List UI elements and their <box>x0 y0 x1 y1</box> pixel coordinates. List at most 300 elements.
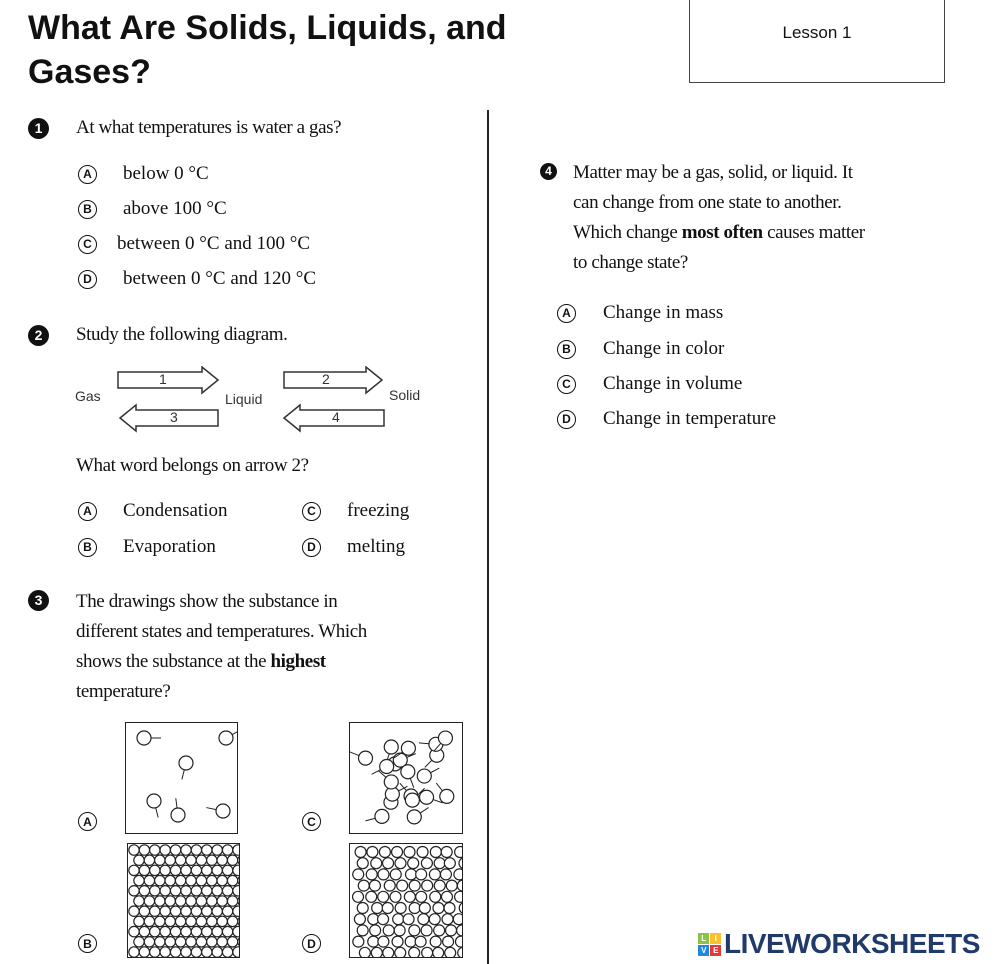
particle <box>405 793 419 807</box>
particle <box>186 855 196 865</box>
particle <box>150 886 160 896</box>
particle <box>165 916 175 926</box>
particle <box>137 731 151 745</box>
q3-option-a[interactable]: A <box>78 812 97 831</box>
particle <box>383 925 394 936</box>
particle <box>217 896 227 906</box>
option-letter: C <box>302 502 321 521</box>
motion-arrow <box>232 730 238 735</box>
particle <box>134 855 144 865</box>
particle <box>434 925 445 936</box>
particle <box>186 896 196 906</box>
particle <box>418 914 429 925</box>
particle <box>202 947 212 957</box>
motion-arrow <box>410 778 414 787</box>
particle <box>444 858 455 869</box>
option-letter: A <box>78 502 97 521</box>
particle <box>420 790 434 804</box>
particle <box>392 936 403 947</box>
particle <box>170 947 180 957</box>
option-letter: A <box>557 304 576 323</box>
particle <box>191 947 201 957</box>
particle <box>395 947 406 958</box>
option-text: Change in mass <box>603 302 724 323</box>
particle <box>191 845 201 855</box>
particle <box>419 903 430 914</box>
particle <box>170 886 180 896</box>
particle <box>366 891 377 902</box>
particle <box>233 865 240 875</box>
particle <box>179 756 193 770</box>
state-change-diagram <box>70 366 440 436</box>
logo-tile: L <box>698 933 709 944</box>
motion-arrow <box>182 770 184 780</box>
arrow-label-3: 3 <box>170 409 178 425</box>
option-text: freezing <box>347 500 410 521</box>
particle <box>227 937 237 947</box>
particle <box>368 936 379 947</box>
particle <box>165 855 175 865</box>
arrow-label-2: 2 <box>322 371 330 387</box>
particle <box>191 926 201 936</box>
particle <box>233 845 240 855</box>
particle <box>147 794 161 808</box>
particle <box>160 865 170 875</box>
particle <box>202 886 212 896</box>
q1-option-d[interactable] <box>78 267 316 291</box>
particle <box>434 880 445 891</box>
particle <box>446 880 457 891</box>
particle <box>409 903 420 914</box>
particle <box>238 916 240 926</box>
particle <box>216 804 230 818</box>
particle <box>222 906 232 916</box>
particle <box>134 896 144 906</box>
particle <box>129 906 139 916</box>
q3-option-d[interactable]: D <box>302 934 321 953</box>
particle <box>416 891 427 902</box>
particle <box>421 858 432 869</box>
particle <box>238 937 240 947</box>
label-gas: Gas <box>75 388 101 404</box>
option-text: above 100 °C <box>123 198 227 219</box>
particle <box>443 936 454 947</box>
arrow-3 <box>120 405 218 431</box>
particle <box>186 916 196 926</box>
particle <box>207 875 217 885</box>
option-text: below 0 °C <box>123 163 209 184</box>
motion-arrow <box>372 770 381 775</box>
particle <box>217 855 227 865</box>
page-title: What Are Solids, Liquids, and Gases? <box>28 9 507 91</box>
logo-tile: I <box>710 933 721 944</box>
particle <box>222 865 232 875</box>
option-text: between 0 °C and 120 °C <box>123 268 317 289</box>
option-letter: D <box>557 410 576 429</box>
particle <box>150 865 160 875</box>
particle <box>139 845 149 855</box>
particle <box>212 845 222 855</box>
motion-arrow <box>206 808 216 810</box>
particle <box>383 947 394 958</box>
drawing-a-gas[interactable] <box>125 722 238 834</box>
option-text: Evaporation <box>123 536 216 557</box>
particle <box>233 886 240 896</box>
particle <box>144 896 154 906</box>
particle <box>222 926 232 936</box>
particle <box>417 769 431 783</box>
q3-option-c[interactable]: C <box>302 812 321 831</box>
particle <box>379 847 390 858</box>
logo-tile: E <box>710 945 721 956</box>
particle <box>383 858 394 869</box>
particle <box>358 880 369 891</box>
motion-arrow <box>430 768 439 773</box>
motion-arrow <box>425 760 432 767</box>
particle <box>233 926 240 936</box>
particle <box>455 936 463 947</box>
drawing-d-liquid[interactable] <box>349 843 463 958</box>
particle <box>353 936 364 947</box>
particle <box>378 936 389 947</box>
particle <box>139 886 149 896</box>
question-number-1: 1 <box>28 118 49 139</box>
particle <box>355 847 366 858</box>
particle <box>144 855 154 865</box>
particle <box>421 925 432 936</box>
particle <box>445 947 456 958</box>
particle <box>139 947 149 957</box>
question-2-prompt: What word belongs on arrow 2? <box>76 455 309 476</box>
particle <box>181 865 191 875</box>
option-text: melting <box>347 536 406 557</box>
particle <box>181 947 191 957</box>
particle <box>155 937 165 947</box>
particle <box>227 896 237 906</box>
drawing-b-solid[interactable] <box>127 843 240 958</box>
motion-arrow <box>366 818 376 821</box>
motion-arrow <box>420 808 428 813</box>
particle <box>384 880 395 891</box>
particle <box>217 937 227 947</box>
liveworksheets-logo <box>698 928 980 960</box>
particle <box>392 847 403 858</box>
particle <box>372 903 383 914</box>
particle <box>191 865 201 875</box>
particle <box>404 847 415 858</box>
particle <box>422 880 433 891</box>
particle <box>191 886 201 896</box>
particle <box>212 906 222 916</box>
particle <box>202 906 212 916</box>
particle <box>354 914 365 925</box>
particle <box>207 855 217 865</box>
particle <box>196 855 206 865</box>
particle <box>409 947 420 958</box>
particle <box>369 880 380 891</box>
question-number-4: 4 <box>540 163 557 180</box>
particle <box>160 845 170 855</box>
q3-option-b[interactable]: B <box>78 934 97 953</box>
particle <box>165 937 175 947</box>
particle <box>170 906 180 916</box>
particle <box>401 741 415 755</box>
particle <box>222 886 232 896</box>
particle <box>175 916 185 926</box>
particle <box>440 789 454 803</box>
particle <box>405 869 416 880</box>
particle <box>378 869 389 880</box>
question-number-2: 2 <box>28 325 49 346</box>
particle <box>408 858 419 869</box>
particle <box>155 916 165 926</box>
particle <box>222 947 232 957</box>
particle <box>366 869 377 880</box>
particle <box>186 937 196 947</box>
particle <box>359 751 373 765</box>
particle <box>433 903 444 914</box>
particle <box>453 914 463 925</box>
arrow-label-4: 4 <box>332 409 340 425</box>
particle <box>384 775 398 789</box>
particle <box>196 916 206 926</box>
q2-option-c[interactable] <box>302 499 409 523</box>
question-4-text: Matter may be a gas, solid, or liquid. It can change from one state to another. Which change most often causes matter to change state? <box>573 162 865 273</box>
option-text: Condensation <box>123 500 228 521</box>
particle <box>429 869 440 880</box>
particle <box>233 906 240 916</box>
particle <box>357 858 368 869</box>
motion-arrow <box>436 783 442 791</box>
particle <box>233 947 240 957</box>
particle <box>429 914 440 925</box>
particle <box>393 914 404 925</box>
particle <box>134 937 144 947</box>
particle <box>227 875 237 885</box>
particle <box>139 906 149 916</box>
particle <box>160 886 170 896</box>
particle <box>175 855 185 865</box>
particle <box>196 896 206 906</box>
particle <box>202 865 212 875</box>
particle <box>144 937 154 947</box>
particle <box>181 906 191 916</box>
particle <box>170 865 180 875</box>
particle <box>150 926 160 936</box>
arrow-label-1: 1 <box>159 371 167 387</box>
particle <box>212 865 222 875</box>
particle <box>175 875 185 885</box>
particle <box>455 847 463 858</box>
particle <box>380 760 394 774</box>
column-divider <box>487 110 489 964</box>
particle <box>171 808 185 822</box>
particle <box>170 926 180 936</box>
q1-option-b[interactable] <box>78 197 316 221</box>
particle <box>409 925 420 936</box>
particle <box>144 916 154 926</box>
particle <box>134 875 144 885</box>
particle <box>359 947 370 958</box>
particle <box>371 858 382 869</box>
q4-option-d[interactable] <box>557 407 776 431</box>
particle <box>441 891 452 902</box>
motion-arrow <box>419 743 429 744</box>
particle <box>401 765 415 779</box>
particle <box>404 891 415 902</box>
particle <box>434 858 445 869</box>
particle <box>170 845 180 855</box>
q2-option-a[interactable] <box>78 499 228 523</box>
option-letter: B <box>557 340 576 359</box>
option-text: Change in temperature <box>603 408 777 429</box>
particle <box>370 925 381 936</box>
q4-option-a[interactable] <box>557 301 776 325</box>
particle <box>129 865 139 875</box>
particle <box>441 847 452 858</box>
particle <box>165 875 175 885</box>
particle <box>129 947 139 957</box>
particle <box>238 875 240 885</box>
q1-option-c[interactable] <box>78 232 316 256</box>
particle <box>134 916 144 926</box>
particle <box>238 855 240 865</box>
particle <box>417 847 428 858</box>
particle <box>378 891 389 902</box>
particle <box>181 886 191 896</box>
particle <box>459 903 463 914</box>
particle <box>430 891 441 902</box>
particle <box>357 925 368 936</box>
particle <box>196 875 206 885</box>
particle <box>227 916 237 926</box>
particle <box>357 903 368 914</box>
particle <box>219 731 233 745</box>
particle <box>440 869 451 880</box>
particle <box>403 914 414 925</box>
particle <box>238 896 240 906</box>
particle <box>390 891 401 902</box>
particle <box>375 809 389 823</box>
arrow-1 <box>118 367 218 393</box>
particle <box>416 869 427 880</box>
option-letter: A <box>78 165 97 184</box>
particle <box>139 865 149 875</box>
particle <box>160 947 170 957</box>
particle <box>207 916 217 926</box>
option-text: Change in volume <box>603 373 743 394</box>
particle <box>430 847 441 858</box>
particle <box>444 903 455 914</box>
particle <box>390 869 401 880</box>
logo-tile: V <box>698 945 709 956</box>
particle <box>155 896 165 906</box>
option-letter: C <box>78 235 97 254</box>
particle <box>438 731 452 745</box>
particle <box>129 845 139 855</box>
particle <box>139 926 149 936</box>
particle <box>212 947 222 957</box>
logo-icon <box>698 933 721 956</box>
particle <box>150 947 160 957</box>
particle <box>129 926 139 936</box>
q1-option-a[interactable] <box>78 162 316 186</box>
particle <box>202 926 212 936</box>
particle <box>181 926 191 936</box>
particle <box>191 906 201 916</box>
particle <box>459 858 463 869</box>
particle <box>367 847 378 858</box>
motion-arrow <box>176 798 177 808</box>
particle <box>212 886 222 896</box>
particle <box>160 906 170 916</box>
label-solid: Solid <box>389 387 421 403</box>
question-2-text: Study the following diagram. <box>76 324 288 345</box>
particle <box>155 855 165 865</box>
particle <box>155 875 165 885</box>
particle <box>144 875 154 885</box>
drawing-c-gas-dense[interactable] <box>349 722 463 834</box>
particle <box>409 880 420 891</box>
particle <box>150 906 160 916</box>
particle <box>129 886 139 896</box>
particle <box>202 845 212 855</box>
particle <box>442 914 453 925</box>
particle <box>175 896 185 906</box>
particle <box>150 845 160 855</box>
particle <box>227 855 237 865</box>
particle <box>382 903 393 914</box>
particle <box>422 947 433 958</box>
particle <box>457 880 463 891</box>
particle <box>175 937 185 947</box>
question-number-3: 3 <box>28 590 49 611</box>
particle <box>212 926 222 936</box>
question-1-text: At what temperatures is water a gas? <box>76 117 342 138</box>
option-letter: B <box>78 200 97 219</box>
particle <box>430 936 441 947</box>
option-text: Change in color <box>603 338 725 359</box>
particle <box>445 925 456 936</box>
option-letter: B <box>78 538 97 557</box>
particle <box>196 937 206 947</box>
option-letter: D <box>302 538 321 557</box>
q4-option-c[interactable] <box>557 372 776 396</box>
particle <box>165 896 175 906</box>
question-3-text: The drawings show the substance in different states and temperatures. Which shows the substance at the highest temperature? <box>76 591 367 702</box>
q4-option-b[interactable] <box>557 337 776 361</box>
particle <box>395 903 406 914</box>
particle <box>458 947 463 958</box>
particle <box>407 810 421 824</box>
option-letter: C <box>557 375 576 394</box>
particle <box>353 891 364 902</box>
particle <box>160 926 170 936</box>
particle <box>397 880 408 891</box>
q2-option-d[interactable] <box>302 535 405 559</box>
motion-arrow <box>350 752 359 756</box>
particle <box>217 875 227 885</box>
particle <box>207 937 217 947</box>
particle <box>353 869 364 880</box>
motion-arrow <box>156 808 158 818</box>
particle <box>394 925 405 936</box>
particle <box>181 845 191 855</box>
q2-option-b[interactable] <box>78 535 216 559</box>
particle <box>222 845 232 855</box>
option-text: between 0 °C and 100 °C <box>117 233 311 254</box>
option-letter: D <box>78 270 97 289</box>
